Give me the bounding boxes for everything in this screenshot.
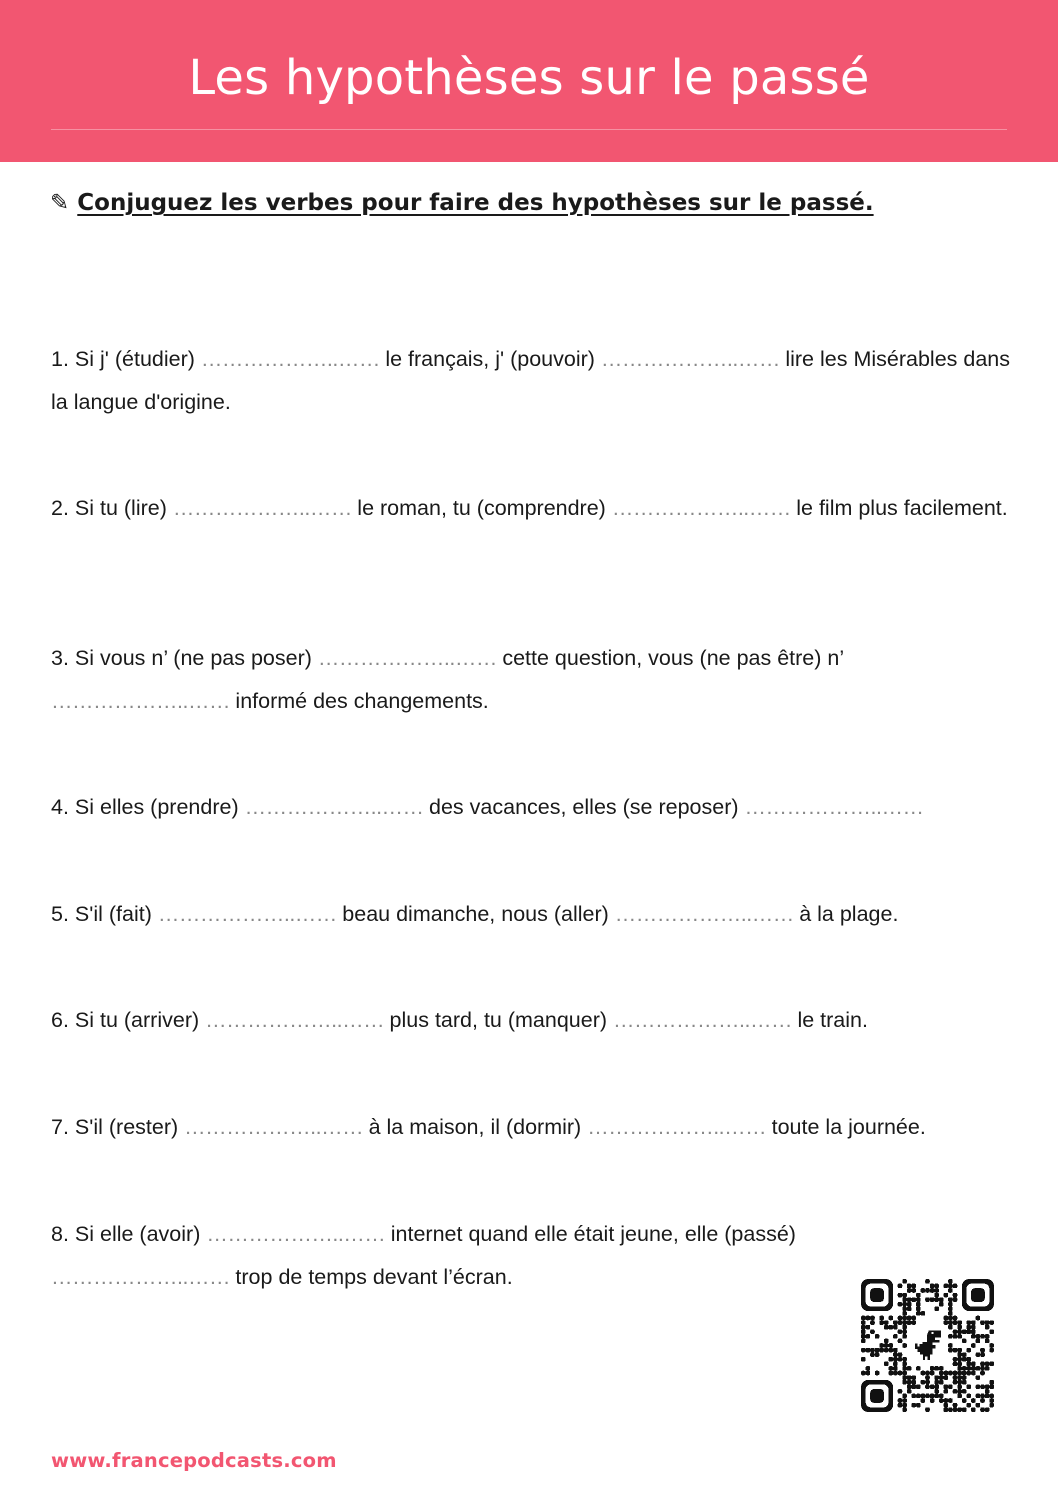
exercise-text: à la plage. (799, 902, 899, 926)
answer-blank[interactable]: ………………..…… (205, 1008, 390, 1032)
dinosaur-icon (909, 1327, 946, 1364)
exercise-4 (51, 786, 1016, 829)
exercise-text: 8. Si elle (avoir) (51, 1222, 207, 1246)
header-banner (0, 0, 1058, 162)
answer-blank[interactable]: ………………..…… (184, 1115, 369, 1139)
answer-blank[interactable]: ………………..…… (613, 1008, 798, 1032)
exercise-text: 2. Si tu (lire) (51, 496, 173, 520)
exercise-text: le train. (797, 1008, 868, 1032)
exercise-text: internet quand elle était jeune, elle (passé) (390, 1222, 796, 1246)
exercise-text: informé des changements. (235, 689, 489, 713)
exercise-text: le français, j' (pouvoir) (385, 347, 601, 371)
answer-blank[interactable]: ………………..…… (587, 1115, 772, 1139)
exercise-text: à la maison, il (dormir) (368, 1115, 588, 1139)
exercise-text: 5. S'il (fait) (51, 902, 158, 926)
answer-blank[interactable]: ………………..…… (172, 496, 358, 520)
exercise-text: cette question, vous (ne pas être) n’ (502, 646, 844, 670)
exercise-1 (51, 338, 1016, 424)
instruction (50, 190, 874, 216)
answer-blank[interactable]: ………………..…… (317, 646, 503, 670)
exercise-text: 7. S'il (rester) (51, 1115, 185, 1139)
answer-blank[interactable]: ………………..…… (200, 347, 386, 371)
exercise-text: 6. Si tu (arriver) (51, 1008, 206, 1032)
answer-blank[interactable]: ………………..…… (614, 902, 800, 926)
footer-website-link[interactable]: www.francepodcasts.com (51, 1449, 337, 1472)
page-title: Les hypothèses sur le passé (188, 50, 870, 106)
exercise-text: le roman, tu (comprendre) (357, 496, 612, 520)
pencil-icon: ✎ (50, 190, 70, 216)
answer-blank[interactable]: ………………..…… (744, 795, 924, 819)
answer-blank[interactable]: ………………..…… (206, 1222, 391, 1246)
answer-blank[interactable]: ………………..…… (157, 902, 343, 926)
exercise-2 (51, 487, 1016, 530)
exercise-6 (51, 999, 1016, 1042)
exercise-text: beau dimanche, nous (aller) (342, 902, 615, 926)
exercise-text: 3. Si vous n’ (ne pas poser) (51, 646, 318, 670)
answer-blank[interactable]: ………………..…… (611, 496, 797, 520)
exercise-text: toute la journée. (771, 1115, 926, 1139)
exercise-text: le film plus facilement. (796, 496, 1008, 520)
answer-blank[interactable]: ………………..…… (51, 689, 236, 713)
exercise-5 (51, 893, 1016, 936)
exercise-text: plus tard, tu (manquer) (389, 1008, 614, 1032)
answer-blank[interactable]: ………………..…… (244, 795, 430, 819)
answer-blank[interactable]: ………………..…… (51, 1265, 236, 1289)
exercise-8 (51, 1213, 811, 1299)
header-divider (51, 129, 1007, 130)
answer-blank[interactable]: ………………..…… (600, 347, 786, 371)
exercise-text: lire les Misérables dans la langue d'origine. (51, 347, 1010, 414)
exercise-text: 4. Si elles (prendre) (51, 795, 245, 819)
exercise-text: trop de temps devant l’écran. (235, 1265, 513, 1289)
exercise-3 (51, 637, 1016, 723)
exercise-7 (51, 1106, 1016, 1149)
exercise-text: des vacances, elles (se reposer) (429, 795, 745, 819)
qr-code-icon[interactable] (861, 1279, 994, 1412)
exercise-text: 1. Si j' (étudier) (51, 347, 201, 371)
instruction-text: Conjuguez les verbes pour faire des hypothèses sur le passé. (77, 190, 874, 216)
